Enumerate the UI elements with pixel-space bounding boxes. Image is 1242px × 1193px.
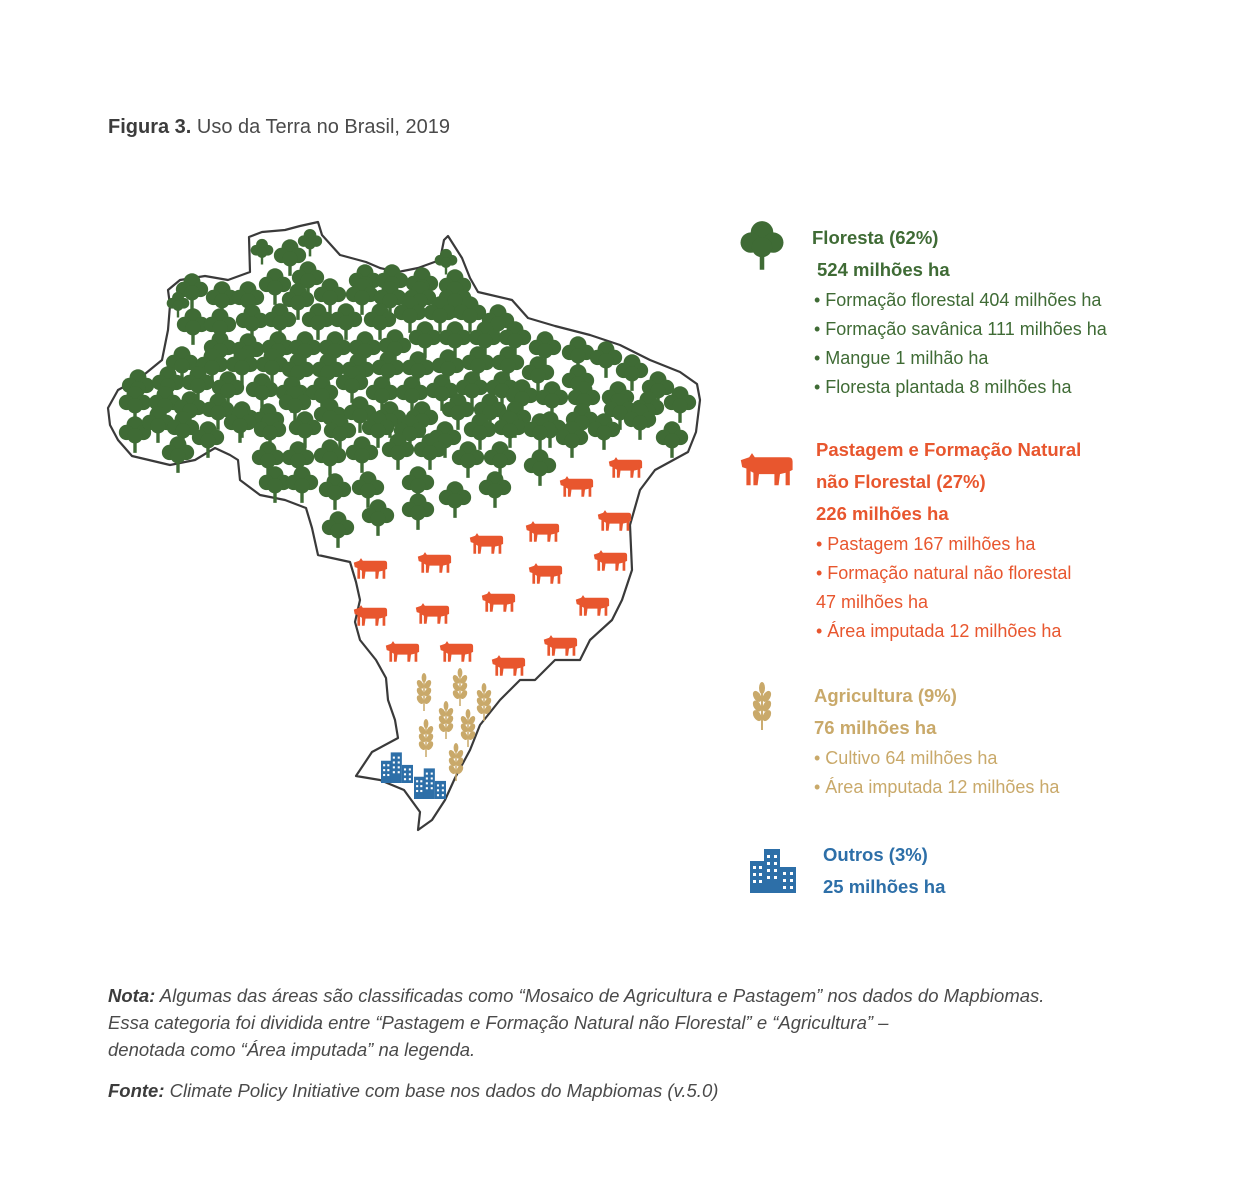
legend-forest-item: • Floresta plantada 8 milhões ha bbox=[814, 377, 1072, 397]
cow-icon bbox=[416, 603, 449, 624]
cow-icon bbox=[354, 558, 387, 579]
figure-caption: Uso da Terra no Brasil, 2019 bbox=[196, 116, 451, 138]
legend-forest bbox=[812, 222, 1107, 402]
tree-icon bbox=[524, 449, 556, 486]
cow-icon bbox=[470, 533, 503, 554]
buildings-icon bbox=[414, 768, 446, 799]
wheat-icon bbox=[415, 673, 432, 711]
tree-icon bbox=[402, 493, 434, 530]
tree-icon bbox=[322, 511, 354, 548]
cow-icon bbox=[386, 641, 419, 662]
tree-icon bbox=[162, 436, 194, 473]
legend-pasture-item: • Área imputada 12 milhões ha bbox=[816, 621, 1062, 641]
note bbox=[108, 982, 1148, 1063]
legend-other-heading: Outros (3%) bbox=[823, 844, 928, 865]
buildings-icon bbox=[381, 752, 413, 783]
legend-agriculture-heading: Agricultura (9%) bbox=[814, 685, 957, 706]
legend-agriculture-item: • Área imputada 12 milhões ha bbox=[814, 777, 1060, 797]
cow-icon bbox=[594, 550, 627, 571]
legend-forest-item: • Formação savânica 111 milhões ha bbox=[814, 319, 1107, 339]
cow-icon bbox=[526, 521, 559, 542]
legend-pasture bbox=[816, 434, 1081, 646]
legend-agriculture-total: 76 milhões ha bbox=[814, 717, 937, 738]
source bbox=[108, 1080, 718, 1102]
tree-icon bbox=[738, 220, 786, 272]
tree-icon bbox=[319, 473, 351, 510]
figure-label: Figura 3. bbox=[108, 116, 192, 138]
legend-pasture-heading: Pastagem e Formação Natural bbox=[816, 439, 1082, 460]
legend-other bbox=[823, 839, 945, 903]
tree-icon bbox=[286, 466, 318, 503]
cow-icon bbox=[529, 563, 562, 584]
legend-forest-total: 524 milhões ha bbox=[817, 259, 950, 280]
cow-icon bbox=[738, 450, 794, 487]
tree-icon bbox=[346, 436, 378, 473]
wheat-icon bbox=[447, 743, 464, 781]
legend-agriculture bbox=[814, 680, 1059, 802]
legend-other-total: 25 milhões ha bbox=[823, 876, 946, 897]
legend-pasture-heading-2: não Florestal (27%) bbox=[816, 471, 986, 492]
legend-forest-item: • Mangue 1 milhão ha bbox=[814, 348, 989, 368]
legend-pasture-item: • Pastagem 167 milhões ha bbox=[816, 534, 1036, 554]
tree-icon bbox=[656, 421, 688, 458]
tree-icon bbox=[439, 481, 471, 518]
cow-icon bbox=[418, 552, 451, 573]
legend-forest-heading: Floresta (62%) bbox=[812, 227, 939, 248]
wheat-icon bbox=[750, 682, 774, 730]
source-text: Climate Policy Initiative com base nos dados do Mapbiomas (v.5.0) bbox=[169, 1080, 719, 1101]
wheat-icon bbox=[417, 719, 434, 757]
note-line: Algumas das áreas são classificadas como “Mosaico de Agricultura e Pastagem” nos dados do Mapbiomas. bbox=[159, 985, 1045, 1006]
wheat-icon bbox=[437, 701, 454, 739]
tree-icon bbox=[409, 321, 441, 358]
other-symbols bbox=[381, 752, 446, 799]
legend-pasture-total: 226 milhões ha bbox=[816, 503, 949, 524]
cow-icon bbox=[492, 655, 525, 676]
cow-icon bbox=[576, 595, 609, 616]
cow-icon bbox=[609, 457, 642, 478]
cow-icon bbox=[598, 510, 631, 531]
source-label: Fonte: bbox=[108, 1080, 165, 1101]
note-line: Essa categoria foi dividida entre “Pastagem e Formação Natural não Florestal” e “Agricultura” – bbox=[108, 1012, 889, 1033]
legend-pasture-item: 47 milhões ha bbox=[816, 592, 929, 612]
buildings-icon bbox=[750, 846, 796, 894]
cow-icon bbox=[354, 605, 387, 626]
wheat-icon bbox=[475, 683, 492, 721]
legend-forest-item: • Formação florestal 404 milhões ha bbox=[814, 290, 1102, 310]
cow-icon bbox=[544, 635, 577, 656]
cow-icon bbox=[560, 476, 593, 497]
tree-icon bbox=[479, 471, 511, 508]
note-line: denotada como “Área imputada” na legenda. bbox=[108, 1039, 476, 1060]
cow-icon bbox=[482, 591, 515, 612]
cow-icon bbox=[440, 641, 473, 662]
legend-agriculture-item: • Cultivo 64 milhões ha bbox=[814, 748, 998, 768]
legend-pasture-item: • Formação natural não florestal bbox=[816, 563, 1072, 583]
note-label: Nota: bbox=[108, 985, 156, 1006]
tree-icon bbox=[251, 239, 274, 265]
wheat-icon bbox=[451, 668, 468, 706]
